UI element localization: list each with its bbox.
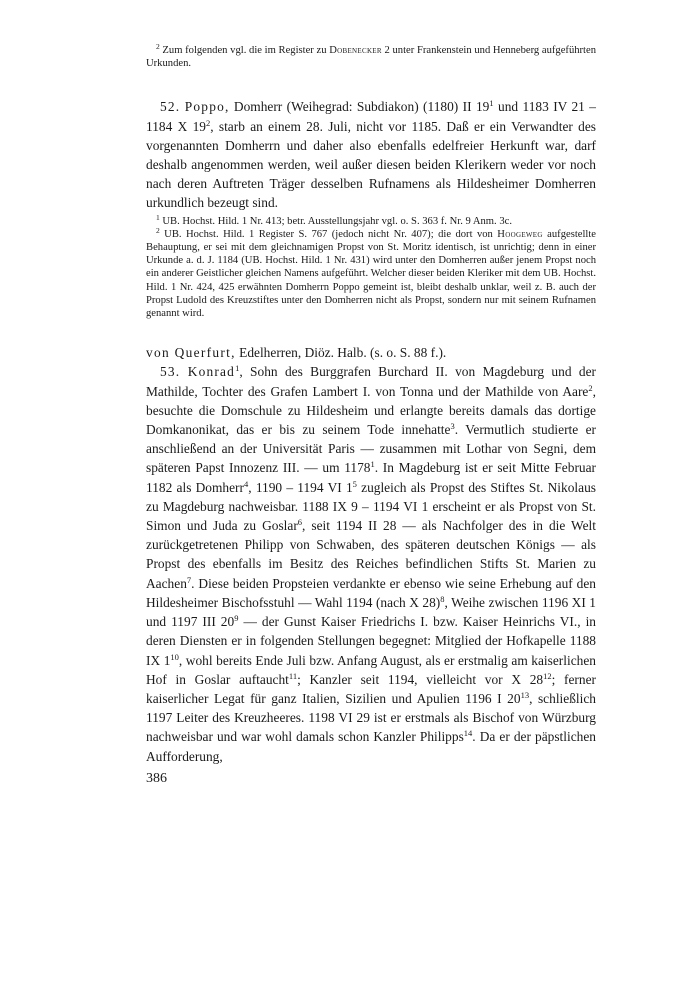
entry-number: 53. bbox=[160, 364, 181, 380]
footnote-ref: 11 bbox=[288, 670, 298, 681]
footnote-ref: 2 bbox=[205, 117, 211, 128]
author-name: Dobenecker bbox=[329, 45, 382, 56]
footnote-ref: 12 bbox=[543, 670, 552, 681]
entry-name: Konrad bbox=[187, 364, 236, 380]
page-number: 386 bbox=[146, 771, 167, 786]
entry-text-segment: zugleich als Propst des Stiftes St. Nikolaus zu Magdeburg nachweisbar. 1188 IX 9 – 1194 VI 1 erscheint er als Propst von St. Simon und Juda zu Goslar bbox=[146, 479, 596, 534]
footnote-ref: 6 bbox=[297, 517, 303, 528]
entry-text-segment: , schließlich 1197 Leiter des Kreuzheeres. 1198 VI 29 ist er erstmals als Bischof von Würzburg nachweisbar und war wohl damals schon Kanzler Philipps bbox=[146, 690, 596, 745]
footnote-marker: 1 bbox=[156, 212, 160, 222]
footnote-1: $^1$ UB. Hochst. Hild. 1 Nr. 413; betr. Ausstellungsjahr vgl. o. S. 363 f. Nr. 9 Anm. 3c. bbox=[156, 212, 512, 227]
footnote-ref: 10 bbox=[170, 651, 179, 662]
footnote-ref: 13 bbox=[520, 689, 530, 700]
footnote-ref: 5 bbox=[352, 478, 357, 489]
entry-52-paragraph: 52. Poppo, Domherr (Weihegrad: Subdiakon) (1180) II $19^1$ und 1183 IV 21 – 1184 X $19^2$, starb an einem 28. Juli, nicht vor 1185. Daß er ein Verwandter des vorgenannten Domherrn und daher also ebenfalls edelfreier Herkunft war, darf deshalb angenommen werden, weil außer diesen beiden Klerikern weder vor noch nach deren Auftreten Träger desselben Rufnamens als Hildesheimer Domherren urkundlich bezeugt sind. bbox=[146, 98, 596, 211]
footnote-ref: 2 bbox=[588, 382, 593, 393]
entry-53-paragraph bbox=[146, 362, 596, 765]
entry-text-segment: . In Magdeburg ist er seit Mitte Februar 1182 als Domherr bbox=[146, 460, 597, 495]
entry-52-footnotes bbox=[146, 212, 596, 321]
entry-text-segment: . Vermutlich studierte er anschließend an der Universität Paris — zusammen mit Lothar von Segni, dem späteren Papst Innozenz III. — um 1178 bbox=[146, 422, 596, 476]
footnote-ref: 7 bbox=[186, 574, 192, 585]
footnote-marker: 2 bbox=[156, 225, 160, 235]
entry-text-segment: ; ferner kaiserlicher Legat für ganz Italien, Sizilien und Apulien 1196 I 20 bbox=[146, 671, 596, 706]
footnote-ref: 4 bbox=[243, 478, 249, 489]
footnote-ref: 9 bbox=[234, 613, 239, 624]
family-name: von Querfurt, bbox=[146, 345, 236, 361]
footnote-ref: 14 bbox=[463, 728, 473, 739]
footnote-ref: 8 bbox=[440, 593, 445, 604]
entry-text-segment: — der Gunst Kaiser Friedrichs I. bzw. Kaiser Heinrichs VI., in deren Diensten er in folgenden Stellungen begegnet: Mitglied der Hofkapelle 1188 IX 1 bbox=[146, 614, 596, 668]
footnote-marker: 2 bbox=[156, 42, 160, 51]
footnote-ref: 1 bbox=[489, 98, 494, 109]
entry-text-segment: , besuchte die Domschule zu Hildesheim und erlangte bereits damals das dortige Domkanonikat, das er bis zu seinem Tode innehatte bbox=[146, 383, 596, 438]
footnote-top: $^2$ Zum folgenden vgl. die im Register zu Dobenecker 2 unter Frankenstein und Henneberg aufgeführten Urkunden. bbox=[146, 42, 597, 70]
author-name: Hoogeweg bbox=[497, 228, 543, 240]
entry-text-segment: , seit 1194 II 28 — als Nachfolger des in die Welt zurückgetretenen Philipp von Schwaben, des späteren deutschen Königs — als Propst des ebenfalls im Besitz des Reiches befindlichen Stifts St. Marien zu Aachen bbox=[146, 518, 596, 591]
entry-text-segment: , 1190 – 1194 VI 1 bbox=[248, 479, 353, 495]
entry-text-segment: ; Kanzler seit 1194, vielleicht vor X 28 bbox=[297, 671, 544, 687]
entry-text-segment: . Da er der päpstlichen Aufforderung, bbox=[146, 729, 596, 764]
footnote-ref: 1 bbox=[235, 363, 240, 374]
entry-text-segment: , wohl bereits Ende Juli bzw. Anfang August, als er erstmalig am kaiserlichen Hof in Goslar auftaucht bbox=[146, 652, 596, 687]
section-heading: von Querfurt, Edelherren, Diöz. Halb. (s. o. S. 88 f.). bbox=[146, 345, 447, 361]
footnote-ref: 3 bbox=[450, 421, 455, 432]
entry-number: 52. bbox=[160, 99, 181, 115]
footnote-ref: 1 bbox=[370, 459, 375, 470]
entry-text-segment: , Sohn des Burggrafen Burchard II. von Magdeburg und der Mathilde, Tochter des Grafen Lambert I. von Tonna und der Mathilde von Aare bbox=[146, 364, 596, 399]
page-content bbox=[146, 44, 596, 766]
entry-text-segment: . Diese beiden Propsteien verdankte er ebenso wie seine Erhebung auf den Hildesheimer Bischofsstuhl — Wahl 1194 (nach X 28) bbox=[146, 575, 596, 610]
entry-text-segment: , Weihe zwischen 1196 XI 1 und 1197 III 20 bbox=[146, 594, 596, 630]
entry-name: Poppo, bbox=[184, 99, 230, 115]
footnote-2: $^2$ UB. Hochst. Hild. 1 Register S. 767 (jedoch nicht Nr. 407); die dort von Hoogeweg aufgestellte Behauptung, er sei mit dem gleichnamigen Propst von St. Moritz identisch, ist unrichtig; denn in einer Urkunde a. d. J. 1184 (UB. Hochst. Hild. 1 Nr. 431) wird unter den Domherren außer jenem Propst noch ein anderer Geistlicher gleichen Namens aufgeführt. Welcher dieser beiden Kleriker mit dem UB. Hochst. Hild. 1 Nr. 424, 425 erwähnten Domherrn Poppo gemeint ist, bleibt deshalb unklar, weil z. B. auch der Propst Ludold des Kreuzstiftes unter den Domherren nicht als Propst, sondern nur mit seinem Rufnamen genannt wird. bbox=[146, 225, 596, 320]
